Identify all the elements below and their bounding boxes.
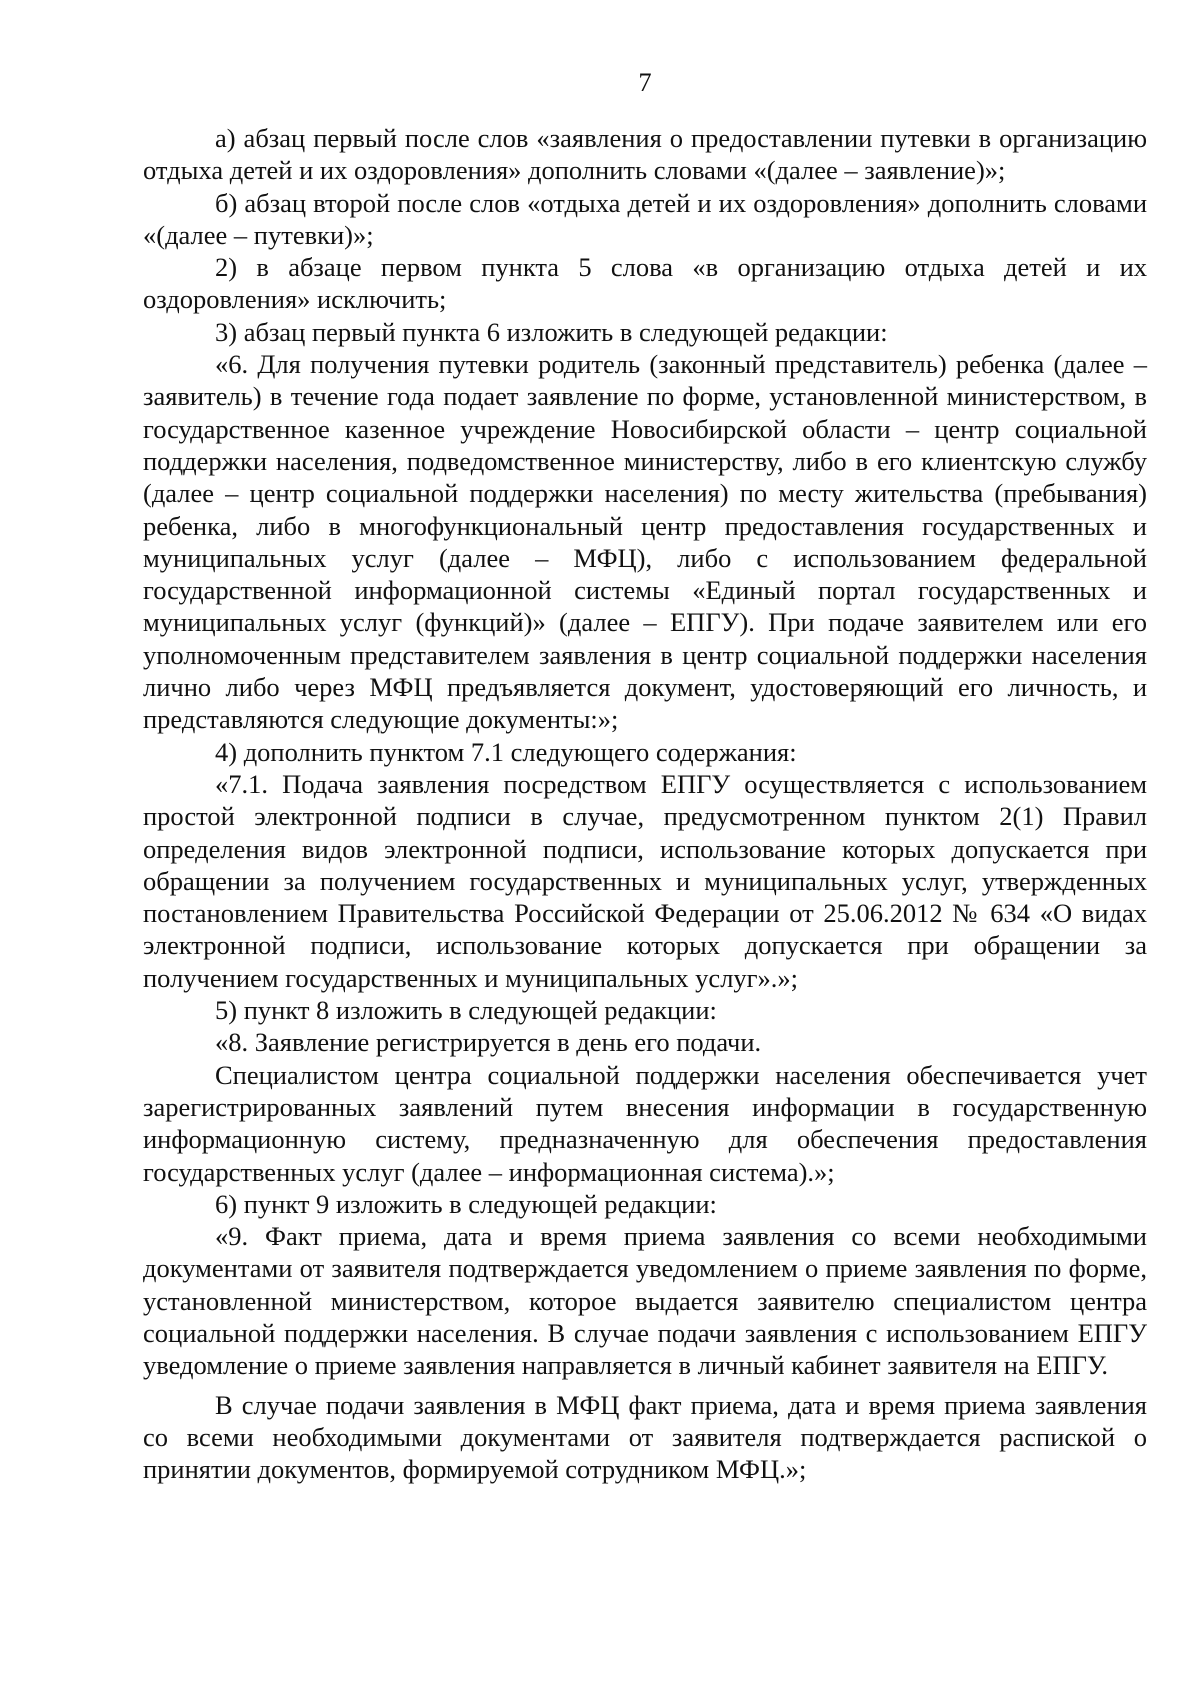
paragraph: «7.1. Подача заявления посредством ЕПГУ осуществляется с использованием простой электронной подписи в случае, предусмотренном пунктом 2(1) Правил определения видов электронной подписи, использование которых допускается при обращении за получением государственных и муниципальных услуг, утвержденных постановлением Правительства Российской Федерации от 25.06.2012 № 634 «О видах электронной подписи, использование которых допускается при обращении за получением государственных и муниципальных услуг».»; <box>143 768 1147 993</box>
document-page <box>143 62 1147 1485</box>
paragraph: «9. Факт приема, дата и время приема заявления со всеми необходимыми документами от заявителя подтверждается уведомлением о приеме заявления по форме, установленной министерством, которое выдается заявителю специалистом центра социальной поддержки населения. В случае подачи заявления с использованием ЕПГУ уведомление о приеме заявления направляется в личный кабинет заявителя на ЕПГУ. <box>143 1221 1147 1381</box>
paragraph: «8. Заявление регистрируется в день его подачи. <box>215 1027 762 1058</box>
paragraph: В случае подачи заявления в МФЦ факт приема, дата и время приема заявления со всеми необходимыми документами от заявителя подтверждается распиской о принятии документов, формируемой сотрудником МФЦ.»; <box>143 1389 1147 1485</box>
paragraph: 2) в абзаце первом пункта 5 слова «в организацию отдыха детей и их оздоровления» исключить; <box>143 252 1147 315</box>
paragraph: Специалистом центра социальной поддержки населения обеспечивается учет зарегистрированных заявлений путем внесения информации в государственную информационную систему, предназначенную для обеспечения предоставления государственных услуг (далее – информационная система).»; <box>143 1059 1147 1187</box>
paragraph: 3) абзац первый пункта 6 изложить в следующей редакции: <box>215 316 888 347</box>
paragraph: 6) пункт 9 изложить в следующей редакции: <box>215 1188 717 1219</box>
paragraph: «6. Для получения путевки родитель (законный представитель) ребенка (далее – заявитель) в течение года подает заявление по форме, установленной министерством, в государственное казенное учреждение Новосибирской области – центр социальной поддержки населения, подведомственное министерству, либо в его клиентскую службу (далее – центр социальной поддержки населения) по месту жительства (пребывания) ребенка, либо в многофункциональный центр предоставления государственных и муниципальных услуг (далее – МФЦ), либо с использованием федеральной государственной информационной системы «Единый портал государственных и муниципальных услуг (функций)» (далее – ЕПГУ). При подаче заявителем или его уполномоченным представителем заявления в центр социальной поддержки населения лично либо через МФЦ предъявляется документ, удостоверяющий его личность, и представляются следующие документы:»; <box>143 349 1147 735</box>
paragraph: б) абзац второй после слов «отдыха детей и их оздоровления» дополнить словами «(далее – путевки)»; <box>143 187 1147 250</box>
paragraph: 5) пункт 8 изложить в следующей редакции: <box>215 995 717 1026</box>
paragraph: 4) дополнить пунктом 7.1 следующего содержания: <box>215 736 797 767</box>
paragraph: а) абзац первый после слов «заявления о предоставлении путевки в организацию отдыха детей и их оздоровления» дополнить словами «(далее – заявление)»; <box>143 123 1147 186</box>
page-number: 7 <box>638 67 652 97</box>
